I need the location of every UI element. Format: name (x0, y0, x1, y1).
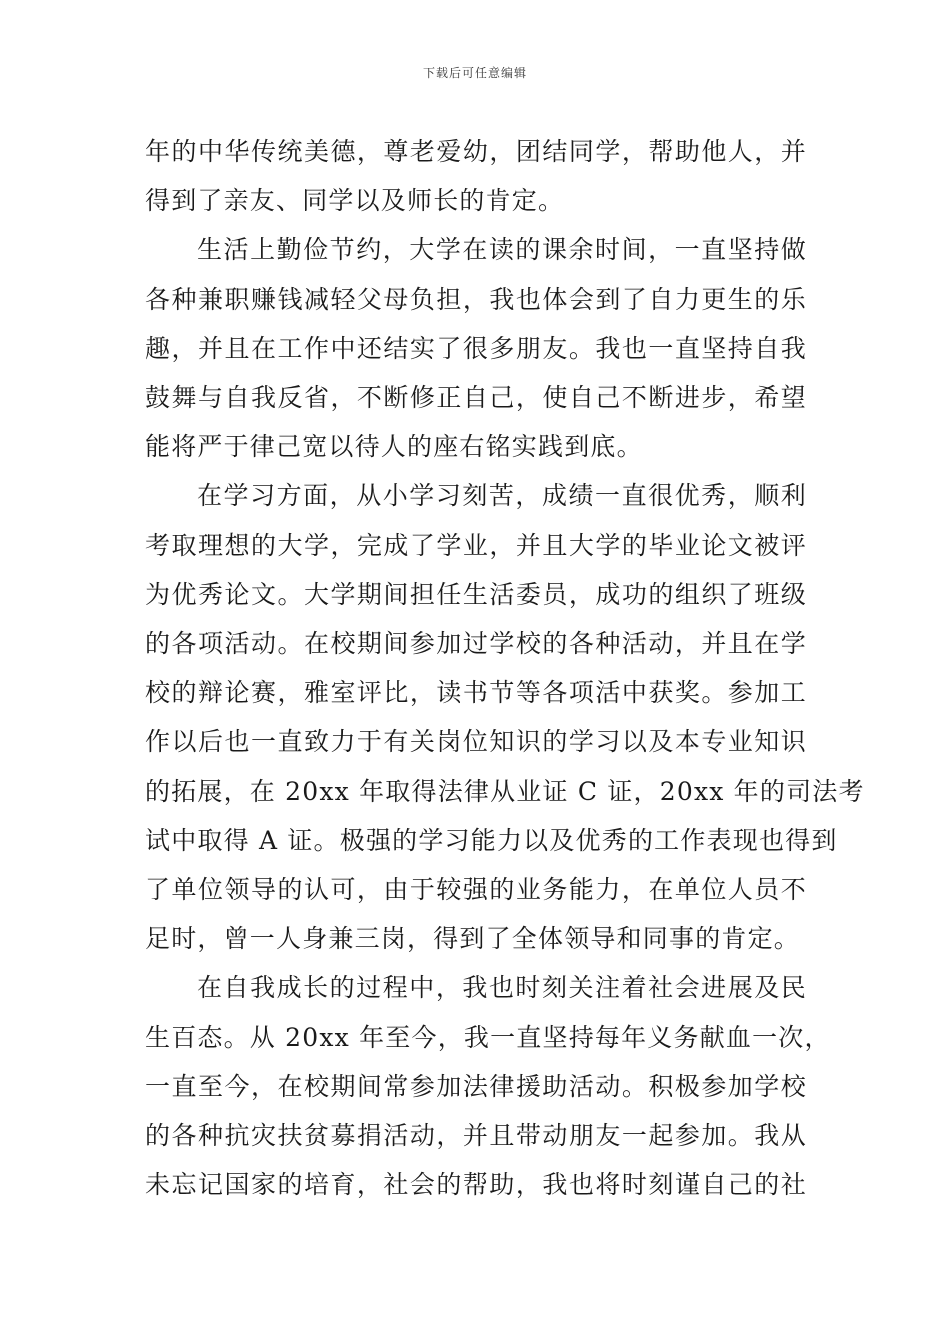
text-line: 未忘记国家的培育，社会的帮助，我也将时刻谨自己的社 (145, 1170, 807, 1200)
text-line: 生活上勤俭节约，大学在读的课余时间，一直坚持做 (197, 235, 807, 265)
text-line: 得到了亲友、同学以及师长的肯定。 (145, 186, 565, 216)
text-line: 生百态。从 20xx 年至今，我一直坚持每年义务献血一次， (145, 1022, 831, 1052)
text-line: 的拓展，在 20xx 年取得法律从业证 C 证，20xx 年的司法考 (145, 776, 865, 806)
text-line: 能将严于律己宽以待人的座右铭实践到底。 (145, 432, 643, 462)
header-note: 下载后可任意编辑 (422, 66, 527, 80)
text-line: 鼓舞与自我反省，不断修正自己，使自己不断进步，希望 (145, 383, 807, 413)
text-line: 年的中华传统美德，尊老爱幼，团结同学，帮助他人，并 (145, 137, 807, 166)
body-text (145, 127, 865, 1209)
text-line: 在自我成长的过程中，我也时刻关注着社会进展及民 (197, 973, 807, 1003)
text-line: 为优秀论文。大学期间担任生活委员，成功的组织了班级 (145, 579, 807, 609)
text-line: 在学习方面，从小学习刻苦，成绩一直很优秀，顺利 (197, 481, 807, 511)
text-line: 了单位领导的认可，由于较强的业务能力，在单位人员不 (145, 875, 807, 905)
text-line: 校的辩论赛，雅室评比，读书节等各项活中获奖。参加工 (145, 678, 807, 708)
text-line: 一直至今，在校期间常参加法律援助活动。积极参加学校 (145, 1071, 807, 1101)
text-line: 考取理想的大学，完成了学业，并且大学的毕业论文被评 (145, 530, 807, 560)
text-line: 试中取得 A 证。极强的学习能力以及优秀的工作表现也得到 (145, 825, 838, 855)
text-line: 的各项活动。在校期间参加过学校的各种活动，并且在学 (145, 629, 807, 659)
text-line: 趣，并且在工作中还结实了很多朋友。我也一直坚持自我 (145, 333, 807, 363)
text-line: 作以后也一直致力于有关岗位知识的学习以及本专业知识 (145, 727, 807, 757)
text-line: 各种兼职赚钱减轻父母负担，我也体会到了自力更生的乐 (145, 284, 807, 314)
text-line: 的各种抗灾扶贫募捐活动，并且带动朋友一起参加。我从 (145, 1121, 807, 1151)
text-line: 足时，曾一人身兼三岗，得到了全体领导和同事的肯定。 (145, 924, 801, 954)
